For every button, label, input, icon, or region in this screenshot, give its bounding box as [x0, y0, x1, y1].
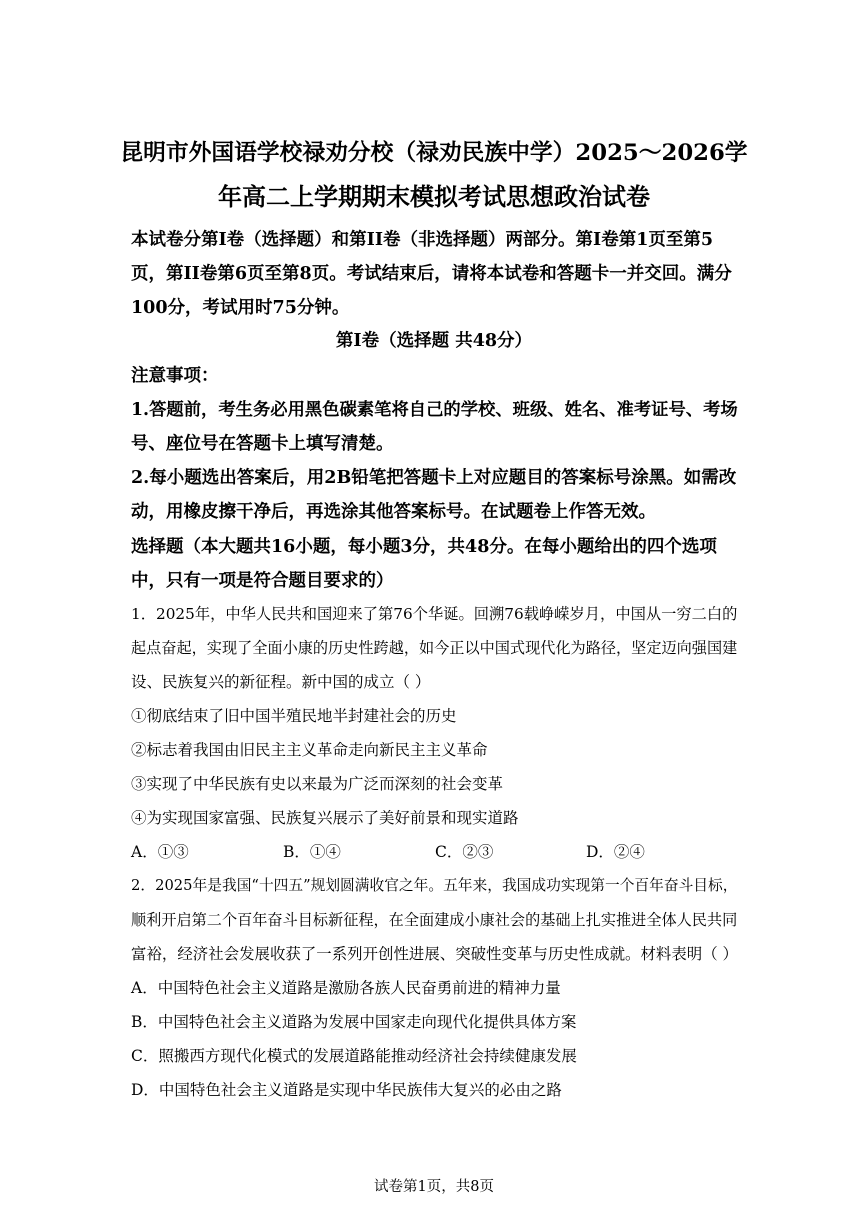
q1-statement: ①彻底结束了旧中国半殖民地半封建社会的历史: [131, 707, 457, 725]
q2-option-a: A．中国特色社会主义道路是激励各族人民奋勇前进的精神力量: [131, 979, 561, 997]
q1-option-c: C．②③: [435, 843, 494, 861]
notice-item: 1.答题前，考生务必用黑色碳素笔将自己的学校、班级、姓名、准考证号、考场: [131, 400, 738, 420]
q1-stem: 起点奋起，实现了全面小康的历史性跨越，如今正以中国式现代化为路径，坚定迈向强国建: [131, 639, 738, 657]
choice-instruction: 选择题（本大题共16小题，每小题3分，共48分。在每小题给出的四个选项: [131, 537, 717, 557]
notice-item: 号、座位号在答题卡上填写清楚。: [131, 434, 394, 454]
choice-instruction: 中，只有一项是符合题目要求的）: [131, 571, 394, 591]
q1-stem: 1．2025年，中华人民共和国迎来了第76个华诞。回溯76载峥嵘岁月，中国从一穷二白的: [131, 605, 738, 623]
exam-title-line2: 年高二上学期期末模拟考试思想政治试卷: [218, 182, 650, 211]
q2-option-b: B．中国特色社会主义道路为发展中国家走向现代化提供具体方案: [131, 1013, 577, 1031]
section-heading: 第I卷（选择题 共48分）: [335, 331, 533, 351]
exam-title-line1: 昆明市外国语学校禄劝分校（禄劝民族中学）2025～2026学: [120, 140, 748, 166]
intro-line: 100分，考试用时75分钟。: [131, 298, 350, 318]
q1-option-b: B．①④: [283, 843, 341, 861]
intro-line: 本试卷分第I卷（选择题）和第II卷（非选择题）两部分。第I卷第1页至第5: [131, 230, 714, 250]
q1-stem: 设、民族复兴的新征程。新中国的成立（ ）: [131, 673, 431, 691]
notice-heading: 注意事项：: [131, 366, 219, 386]
notice-item: 2.每小题选出答案后，用2B铅笔把答题卡上对应题目的答案标号涂黑。如需改: [131, 468, 737, 488]
notice-item: 动，用橡皮擦干净后，再选涂其他答案标号。在试题卷上作答无效。: [131, 502, 656, 522]
q1-option-d: D．②④: [586, 843, 645, 861]
q1-statement: ②标志着我国由旧民主主义革命走向新民主主义革命: [131, 741, 488, 759]
q2-stem: 2．2025年是我国“十四五”规划圆满收官之年。五年来，我国成功实现第一个百年奋斗目标，: [131, 877, 738, 894]
q1-statement: ③实现了中华民族有史以来最为广泛而深刻的社会变革: [131, 775, 504, 793]
q1-statement: ④为实现国家富强、民族复兴展示了美好前景和现实道路: [131, 809, 519, 827]
q1-option-a: A．①③: [131, 843, 189, 861]
q2-option-d: D．中国特色社会主义道路是实现中华民族伟大复兴的必由之路: [131, 1081, 562, 1099]
q2-stem: 富裕，经济社会发展收获了一系列开创性进展、突破性变革与历史性成就。材料表明（ ）: [131, 945, 738, 963]
page-footer: 试卷第1页，共8页: [374, 1179, 494, 1195]
q2-option-c: C．照搬西方现代化模式的发展道路能推动经济社会持续健康发展: [131, 1047, 577, 1065]
q2-stem: 顺利开启第二个百年奋斗目标新征程，在全面建成小康社会的基础上扎实推进全体人民共同: [131, 911, 738, 929]
intro-line: 页，第II卷第6页至第8页。考试结束后，请将本试卷和答题卡一并交回。满分: [131, 264, 732, 284]
